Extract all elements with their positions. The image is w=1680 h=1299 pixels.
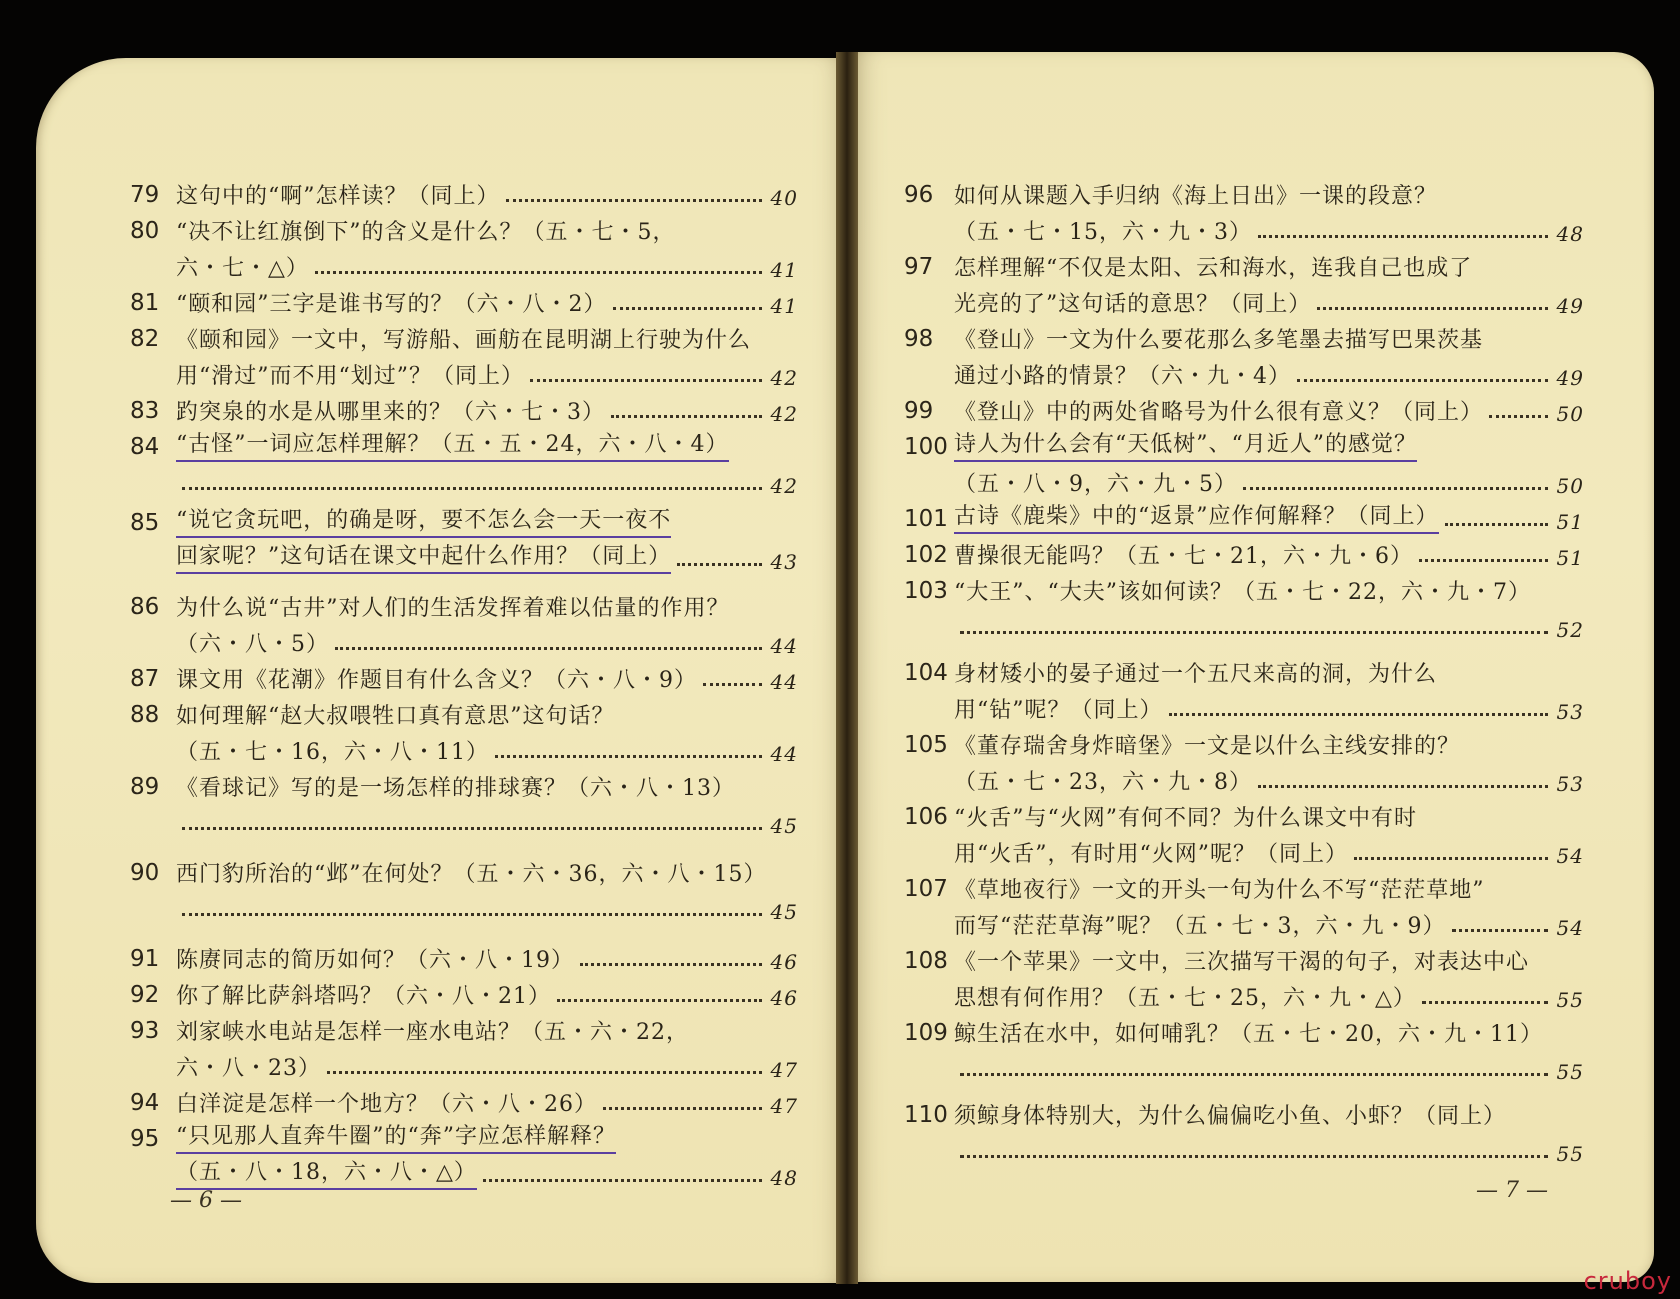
toc-entry (904, 796, 1584, 868)
toc-entry (130, 174, 798, 210)
toc-entry (130, 658, 798, 694)
toc-entry (130, 1118, 798, 1190)
right-page-number: — 7 — (1476, 1178, 1548, 1203)
entry-title: 《登山》一文为什么要花那么多笔墨去描写巴果茨基 (954, 328, 1484, 353)
entry-number: 81 (130, 290, 160, 316)
entry-line (176, 538, 798, 574)
entry-title: （五・七・15，六・九・3） (954, 220, 1252, 245)
entry-title: 如何理解“赵大叔喂牲口真有意思”这句话？ (176, 704, 615, 729)
entry-line (954, 1012, 1584, 1048)
leader-dots (530, 378, 762, 382)
entry-line (176, 318, 798, 354)
entry-title: 刘家峡水电站是怎样一座水电站？（五・六・22， (176, 1020, 689, 1045)
page-ref: 55 (1556, 1142, 1584, 1166)
entry-title: 陈赓同志的简历如何？（六・八・19） (176, 948, 574, 973)
toc-entry (130, 1010, 798, 1082)
toc-entry (130, 974, 798, 1010)
entry-line (954, 174, 1584, 210)
entry-line (176, 502, 798, 538)
entry-title: 这句中的“啊”怎样读？（同上） (176, 184, 500, 209)
entry-line (176, 766, 798, 802)
page-ref: 47 (770, 1058, 798, 1082)
leader-dots (1317, 306, 1548, 310)
entry-line (176, 1118, 798, 1154)
entry-line (954, 498, 1584, 534)
entry-line (176, 802, 798, 838)
entry-title: 用“钻”呢？（同上） (954, 698, 1163, 723)
toc-entry (130, 282, 798, 318)
toc-entry (904, 318, 1584, 390)
entry-line (176, 938, 798, 974)
toc-entry (904, 1094, 1584, 1166)
page-ref: 44 (770, 670, 798, 694)
entry-line (176, 246, 798, 282)
entry-title: 古诗《鹿柴》中的“返景”应作何解释？（同上） (954, 499, 1439, 534)
page-ref: 50 (1556, 474, 1584, 498)
entry-number: 108 (904, 948, 948, 974)
toc-entry (130, 766, 798, 838)
entry-number: 94 (130, 1090, 160, 1116)
entry-line (176, 658, 798, 694)
page-ref: 49 (1556, 294, 1584, 318)
leader-dots (960, 630, 1548, 634)
entry-title: 须鲸身体特别大，为什么偏偏吃小鱼、小虾？（同上） (954, 1104, 1507, 1129)
entry-line (954, 426, 1584, 462)
entry-line (176, 1046, 798, 1082)
leader-dots (182, 486, 762, 490)
toc-entry (130, 1082, 798, 1118)
entry-line (954, 318, 1584, 354)
entry-title: 通过小路的情景？（六・九・4） (954, 364, 1291, 389)
entry-number: 106 (904, 804, 948, 830)
entry-line (954, 534, 1584, 570)
entry-line (954, 390, 1584, 426)
leader-dots (335, 646, 762, 650)
leader-dots (483, 1178, 762, 1182)
page-ref: 46 (770, 986, 798, 1010)
entry-title: 怎样理解“不仅是太阳、云和海水，连我自己也成了 (954, 256, 1473, 281)
entry-line (954, 462, 1584, 498)
page-ref: 45 (770, 900, 798, 924)
entry-number: 101 (904, 506, 948, 532)
entry-line (954, 940, 1584, 976)
page-ref: 41 (770, 258, 798, 282)
toc-entry (904, 570, 1584, 642)
page-ref: 53 (1556, 772, 1584, 796)
entry-title: 而写“茫茫草海”呢？（五・七・3，六・九・9） (954, 914, 1446, 939)
entry-title: “只见那人直奔牛圈”的“奔”字应怎样解释？ (176, 1119, 616, 1154)
entry-title: （五・八・9，六・九・5） (954, 472, 1237, 497)
entry-number: 89 (130, 774, 160, 800)
entry-number: 88 (130, 702, 160, 728)
entry-number: 84 (130, 434, 160, 460)
toc-entry (904, 426, 1584, 498)
leader-dots (1243, 486, 1548, 490)
entry-line (954, 904, 1584, 940)
entry-title: “古怪”一词应怎样理解？（五・五・24，六・八・4） (176, 427, 729, 462)
entry-title: 《看球记》写的是一场怎样的排球赛？（六・八・13） (176, 776, 735, 801)
entry-line (954, 976, 1584, 1012)
leader-dots (506, 198, 763, 202)
leader-dots (1422, 1000, 1548, 1004)
page-ref: 42 (770, 402, 798, 426)
entry-number: 99 (904, 398, 934, 424)
entry-line (954, 760, 1584, 796)
entry-number: 80 (130, 218, 160, 244)
leader-dots (1489, 414, 1548, 418)
watermark: cruboy (1583, 1267, 1672, 1295)
page-ref: 53 (1556, 700, 1584, 724)
entry-line (176, 1082, 798, 1118)
entry-title: “大王”、“大夫”该如何读？（五・七・22，六・九・7） (954, 580, 1531, 605)
entry-title: （五・七・16，六・八・11） (176, 740, 489, 765)
left-page-number: — 6 — (170, 1188, 242, 1213)
entry-title: 如何从课题入手归纳《海上日出》一课的段意？ (954, 184, 1438, 209)
entry-number: 92 (130, 982, 160, 1008)
entry-number: 109 (904, 1020, 948, 1046)
left-toc-list (130, 174, 798, 1190)
entry-number: 90 (130, 860, 160, 886)
toc-entry (130, 586, 798, 658)
entry-line (954, 354, 1584, 390)
page-ref: 51 (1556, 546, 1584, 570)
entry-line (176, 1010, 798, 1046)
entry-title: “说它贪玩吧，的确是呀，要不怎么会一天一夜不 (176, 503, 671, 538)
entry-number: 107 (904, 876, 948, 902)
entry-title: 你了解比萨斜塔吗？（六・八・21） (176, 984, 551, 1009)
page-ref: 47 (770, 1094, 798, 1118)
entry-number: 79 (130, 182, 160, 208)
entry-title: 《草地夜行》一文的开头一句为什么不写“茫茫草地” (954, 878, 1485, 903)
toc-entry (130, 426, 798, 498)
entry-number: 83 (130, 398, 160, 424)
leader-dots (182, 826, 762, 830)
page-ref: 46 (770, 950, 798, 974)
entry-title: 为什么说“古井”对人们的生活发挥着难以估量的作用？ (176, 596, 730, 621)
entry-title: 《颐和园》一文中，写游船、画舫在昆明湖上行驶为什么 (176, 328, 752, 353)
entry-line (176, 1154, 798, 1190)
leader-dots (611, 414, 762, 418)
leader-dots (960, 1072, 1548, 1076)
entry-title: 六・七・△） (176, 256, 309, 281)
entry-line (176, 210, 798, 246)
entry-number: 85 (130, 510, 160, 536)
page-ref: 42 (770, 474, 798, 498)
toc-entry (904, 724, 1584, 796)
entry-title: 《董存瑞舍身炸暗堡》一文是以什么主线安排的？ (954, 734, 1461, 759)
toc-entry (130, 210, 798, 282)
toc-entry (904, 534, 1584, 570)
entry-line (176, 730, 798, 766)
entry-title: （五・七・23，六・九・8） (954, 770, 1252, 795)
page-ref: 45 (770, 814, 798, 838)
leader-dots (182, 912, 762, 916)
page-ref: 50 (1556, 402, 1584, 426)
leader-dots (960, 1154, 1548, 1158)
entry-line (176, 888, 798, 924)
leader-dots (1297, 378, 1548, 382)
leader-dots (1169, 712, 1549, 716)
entry-number: 93 (130, 1018, 160, 1044)
page-ref: 49 (1556, 366, 1584, 390)
entry-line (176, 694, 798, 730)
page-ref: 44 (770, 634, 798, 658)
toc-entry (904, 246, 1584, 318)
entry-line (954, 1130, 1584, 1166)
toc-entry (130, 318, 798, 390)
page-ref: 52 (1556, 618, 1584, 642)
entry-number: 103 (904, 578, 948, 604)
entry-number: 104 (904, 660, 948, 686)
entry-number: 87 (130, 666, 160, 692)
toc-entry (904, 940, 1584, 1012)
leader-dots (1445, 522, 1549, 526)
leader-dots (603, 1106, 762, 1110)
entry-title: 曹操很无能吗？（五・七・21，六・九・6） (954, 544, 1413, 569)
page-ref: 41 (770, 294, 798, 318)
leader-dots (495, 754, 762, 758)
entry-number: 82 (130, 326, 160, 352)
leader-dots (1452, 928, 1549, 932)
toc-entry (130, 694, 798, 766)
entry-title: “决不让红旗倒下”的含义是什么？（五・七・5， (176, 220, 676, 245)
toc-entry (130, 938, 798, 974)
entry-number: 110 (904, 1102, 948, 1128)
entry-title: 鲸生活在水中，如何哺乳？（五・七・20，六・九・11） (954, 1022, 1543, 1047)
entry-number: 102 (904, 542, 948, 568)
leader-dots (327, 1070, 762, 1074)
page-ref: 54 (1556, 916, 1584, 940)
entry-line (176, 852, 798, 888)
entry-line (954, 606, 1584, 642)
entry-line (954, 1048, 1584, 1084)
entry-title: 六・八・23） (176, 1056, 321, 1081)
toc-entry (904, 652, 1584, 724)
leader-dots (1258, 784, 1548, 788)
leader-dots (1419, 558, 1548, 562)
leader-dots (703, 682, 762, 686)
page-ref: 54 (1556, 844, 1584, 868)
entry-line (176, 354, 798, 390)
leader-dots (613, 306, 763, 310)
entry-title: 用“滑过”而不用“划过”？（同上） (176, 364, 524, 389)
page-ref: 42 (770, 366, 798, 390)
entry-line (954, 210, 1584, 246)
entry-number: 95 (130, 1126, 160, 1152)
entry-line (176, 390, 798, 426)
toc-entry (130, 502, 798, 574)
page-ref: 43 (770, 550, 798, 574)
toc-entry (904, 390, 1584, 426)
entry-number: 91 (130, 946, 160, 972)
toc-entry (904, 1012, 1584, 1084)
entry-title: 课文用《花潮》作题目有什么含义？（六・八・9） (176, 668, 697, 693)
entry-line (954, 246, 1584, 282)
entry-line (176, 586, 798, 622)
entry-title: 《一个苹果》一文中，三次描写干渴的句子，对表达中心 (954, 950, 1530, 975)
entry-line (176, 174, 798, 210)
leader-dots (677, 562, 762, 566)
entry-title: 诗人为什么会有“天低树”、“月近人”的感觉？ (954, 427, 1417, 462)
entry-title: 白洋淀是怎样一个地方？（六・八・26） (176, 1092, 597, 1117)
leader-dots (1354, 856, 1548, 860)
page-ref: 40 (770, 186, 798, 210)
entry-title: 趵突泉的水是从哪里来的？（六・七・3） (176, 400, 605, 425)
entry-line (954, 832, 1584, 868)
page-ref: 55 (1556, 1060, 1584, 1084)
page-ref: 44 (770, 742, 798, 766)
entry-number: 97 (904, 254, 934, 280)
entry-line (176, 426, 798, 462)
entry-line (954, 796, 1584, 832)
entry-title: 思想有何作用？（五・七・25，六・九・△） (954, 986, 1416, 1011)
entry-title: （六・八・5） (176, 632, 329, 657)
leader-dots (1258, 234, 1548, 238)
entry-title: “火舌”与“火网”有何不同？为什么课文中有时 (954, 806, 1417, 831)
entry-number: 98 (904, 326, 934, 352)
entry-title: 光亮的了”这句话的意思？（同上） (954, 292, 1312, 317)
leader-dots (315, 270, 762, 274)
entry-number: 86 (130, 594, 160, 620)
entry-number: 100 (904, 434, 948, 460)
page-ref: 48 (1556, 222, 1584, 246)
entry-line (176, 974, 798, 1010)
entry-title: “颐和园”三字是谁书写的？（六・八・2） (176, 292, 607, 317)
leader-dots (580, 962, 762, 966)
entry-title: 回家呢？”这句话在课文中起什么作用？（同上） (176, 539, 671, 574)
entry-line (954, 652, 1584, 688)
entry-number: 96 (904, 182, 934, 208)
entry-title: 用“火舌”，有时用“火网”呢？（同上） (954, 842, 1348, 867)
entry-title: 西门豹所治的“邺”在何处？（五・六・36，六・八・15） (176, 862, 767, 887)
entry-line (954, 282, 1584, 318)
entry-line (954, 688, 1584, 724)
entry-line (954, 868, 1584, 904)
entry-title: 身材矮小的晏子通过一个五尺来高的洞，为什么 (954, 662, 1438, 687)
entry-line (954, 724, 1584, 760)
entry-line (176, 282, 798, 318)
toc-entry (904, 174, 1584, 246)
page-ref: 55 (1556, 988, 1584, 1012)
page-ref: 51 (1556, 510, 1584, 534)
entry-title: （五・八・18，六・八・△） (176, 1155, 477, 1190)
toc-entry (130, 390, 798, 426)
entry-line (176, 622, 798, 658)
entry-number: 105 (904, 732, 948, 758)
toc-entry (904, 868, 1584, 940)
page-ref: 48 (770, 1166, 798, 1190)
entry-title: 《登山》中的两处省略号为什么很有意义？（同上） (954, 400, 1484, 425)
book-spine (836, 52, 858, 1284)
leader-dots (557, 998, 762, 1002)
entry-line (954, 570, 1584, 606)
entry-line (176, 462, 798, 498)
right-toc-list (904, 174, 1584, 1166)
toc-entry (904, 498, 1584, 534)
entry-line (954, 1094, 1584, 1130)
toc-entry (130, 852, 798, 924)
